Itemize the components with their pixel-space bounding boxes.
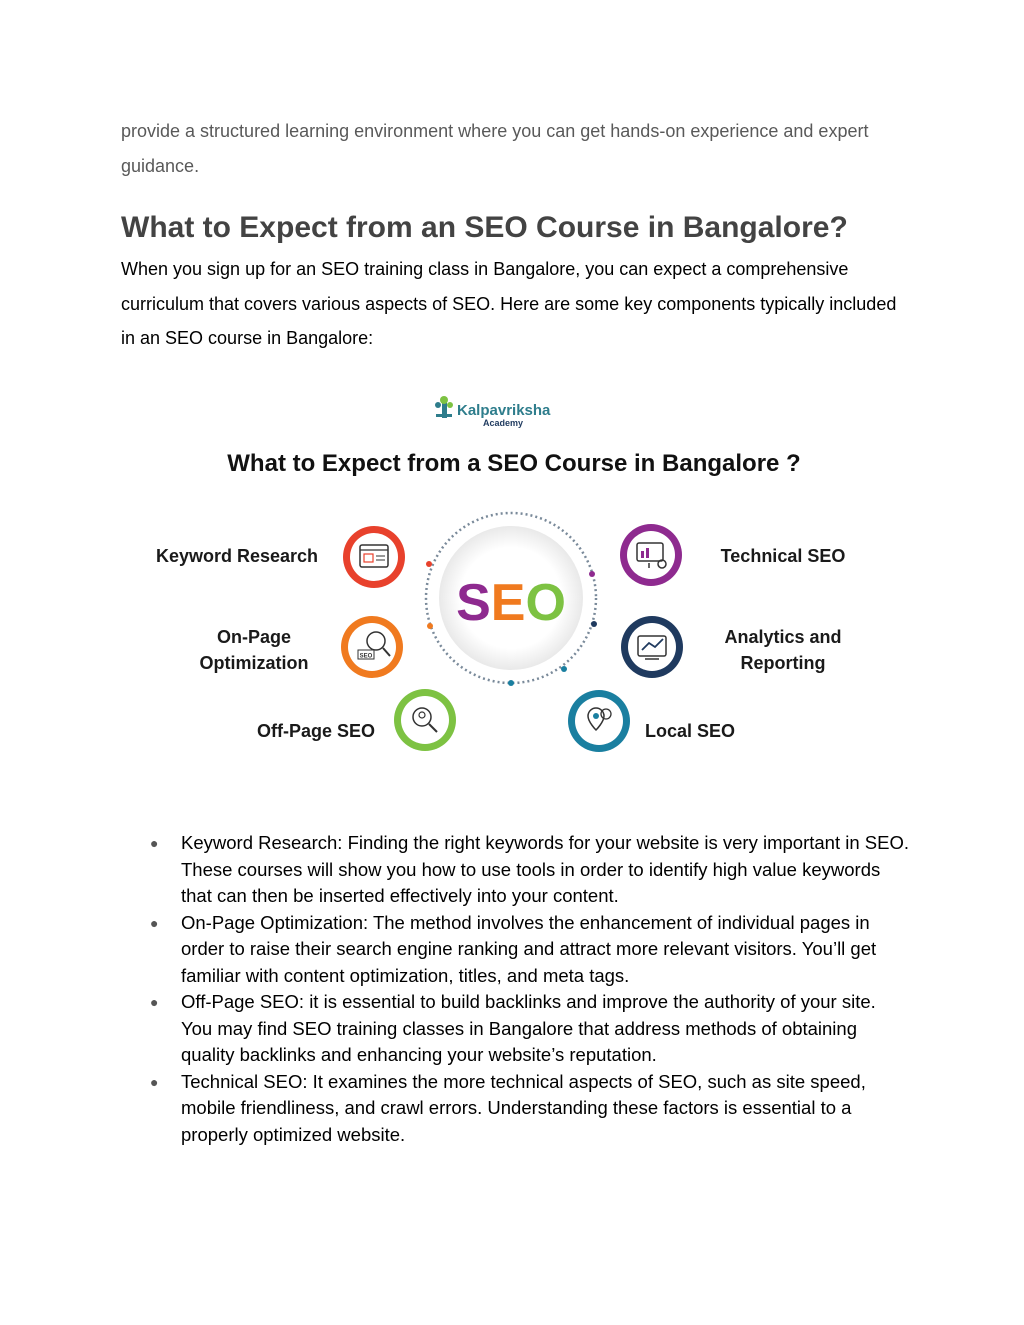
bullet-icon: ● (150, 994, 159, 1010)
tree-logo-icon (435, 396, 453, 418)
intro-paragraph: provide a structured learning environment where you can get hands-on experience and expert guidance. (121, 121, 869, 176)
bullet-icon: ● (150, 835, 159, 851)
label-local-seo: Local SEO (644, 721, 736, 741)
center-seo-circle (426, 513, 597, 686)
icon-seo-label: SEO (359, 653, 373, 660)
seo-letter-e: E (490, 574, 526, 632)
list-item-text: Technical SEO: It examines the more technical aspects of SEO, such as site speed, mobile friendliness, and crawl errors. Understanding these factors is essential to a properly optimized website. (181, 1070, 866, 1145)
label-analytics-line1: Analytics and (724, 627, 842, 647)
label-keyword-research: Keyword Research (155, 546, 319, 566)
label-on-page-line2: Optimization (199, 653, 309, 673)
label-off-page-seo: Off-Page SEO (256, 721, 376, 741)
list-item (150, 989, 910, 1069)
list-item (150, 1069, 910, 1149)
section-heading: What to Expect from an SEO Course in Bangalore? (121, 211, 848, 244)
list-item-text: On-Page Optimization: The method involves the enhancement of individual pages in order to raise their search engine ranking and attract more relevant visitors. You’ll get familiar with content optimization, titles, and meta tags. (181, 911, 877, 986)
analytics-reporting-icon (621, 616, 683, 678)
svg-text:SEO (456, 574, 566, 632)
seo-infographic (140, 388, 870, 778)
brand-sub: Academy (483, 418, 524, 428)
keyword-research-icon (343, 526, 405, 588)
bullet-icon: ● (150, 1073, 159, 1090)
on-page-optimization-icon (341, 616, 403, 678)
brand-name: Kalpavriksha (457, 402, 551, 419)
label-technical-seo: Technical SEO (720, 546, 846, 566)
academy-logo (435, 396, 551, 428)
section-paragraph: When you sign up for an SEO training class in Bangalore, you can expect a comprehensive curriculum that covers various aspects of SEO. Here are some key components typically included in an SEO course in Bangalore: (121, 259, 897, 348)
list-item (150, 830, 910, 910)
local-seo-icon (568, 690, 630, 752)
infographic-title: What to Expect from a SEO Course in Bangalore ? (227, 450, 801, 477)
label-analytics-line2: Reporting (740, 653, 826, 673)
bullet-icon: ● (150, 914, 159, 931)
components-list (150, 830, 910, 1148)
off-page-seo-icon (394, 689, 456, 751)
technical-seo-icon (620, 524, 682, 586)
seo-letter-s: S (456, 574, 491, 632)
list-item-text: Keyword Research: Finding the right keywords for your website is very important in SEO. These courses will show you how to use tools in order to identify high value keywords that can then be inserted effectively into your content. (181, 832, 909, 906)
label-on-page-line1: On-Page (216, 627, 292, 647)
seo-letter-o: O (525, 574, 566, 632)
infographic-graphic (140, 388, 870, 778)
list-item-text: Off-Page SEO: it is essential to build backlinks and improve the authority of your site. You may find SEO training classes in Bangalore that address methods of obtaining quality backlinks and enhancing your website’s reputation. (181, 991, 876, 1065)
list-item (150, 910, 910, 990)
